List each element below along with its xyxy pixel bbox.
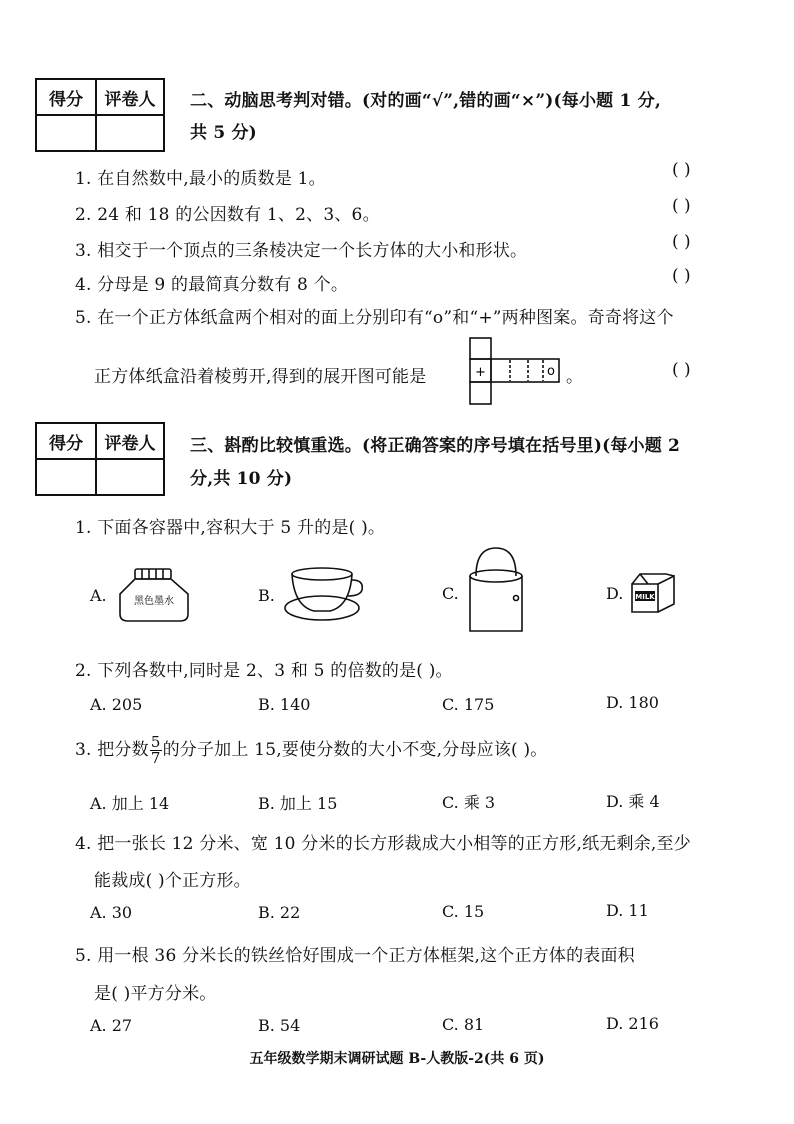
s2-answer-4[interactable]: ( ) <box>672 266 691 286</box>
s2-item-5-line2: 正方体纸盒沿着棱剪开,得到的展开图可能是 <box>94 367 427 387</box>
page-footer: 五年级数学期末调研试题 B-人教版-2(共 6 页) <box>249 1051 545 1067</box>
s3-q3-stem-before: 3. 把分数 <box>75 740 149 760</box>
ink-bottle-icon <box>114 566 196 626</box>
bucket-icon <box>464 546 528 636</box>
s2-answer-5[interactable]: ( ) <box>672 360 691 380</box>
s3-q5-line1: 5. 用一根 36 分米长的铁丝恰好围成一个正方体框架,这个正方体的表面积 <box>75 946 635 966</box>
net-circle-symbol: o <box>547 364 555 379</box>
s3-q3-stem <box>75 735 548 766</box>
s3-q5-option-d[interactable]: D. 216 <box>606 1014 659 1033</box>
grader-label: 评卷人 <box>96 79 164 115</box>
s2-item-2: 2. 24 和 18 的公因数有 1、2、3、6。 <box>75 205 380 225</box>
s3-q3-option-c[interactable]: C. 乘 3 <box>442 793 496 812</box>
s3-q1-option-b[interactable]: B. <box>258 586 275 605</box>
milk-carton-icon <box>628 570 680 616</box>
s3-q4-option-d[interactable]: D. 11 <box>606 901 649 920</box>
s3-q2-option-d[interactable]: D. 180 <box>606 693 659 712</box>
s2-item-5-line1: 5. 在一个正方体纸盒两个相对的面上分别印有“o”和“+”两种图案。奇奇将这个 <box>75 308 674 328</box>
s2-item-1: 1. 在自然数中,最小的质数是 1。 <box>75 169 326 189</box>
fraction-five-sevenths <box>150 735 162 766</box>
section3-title-cont: 分,共 10 分) <box>190 469 293 489</box>
s3-q1-option-c[interactable]: C. <box>442 584 459 603</box>
s3-q4-option-a[interactable]: A. 30 <box>90 903 133 922</box>
s3-q1-stem: 1. 下面各容器中,容积大于 5 升的是( )。 <box>75 518 386 538</box>
section2-title: 二、动脑思考判对错。(对的画“√”,错的画“×”)(每小题 1 分, <box>190 91 661 111</box>
s3-q1-option-a[interactable]: A. <box>90 586 107 605</box>
s3-q5-line2: 是( )平方分米。 <box>94 984 217 1004</box>
score-label: 得分 <box>36 423 96 459</box>
net-face-top <box>470 338 491 359</box>
fraction-denominator: 7 <box>150 749 161 767</box>
s3-q5-option-a[interactable]: A. 27 <box>90 1016 133 1035</box>
net-plus-symbol: + <box>475 365 486 380</box>
s3-q4-line2: 能裁成( )个正方形。 <box>94 871 251 891</box>
s3-q3-option-a[interactable]: A. 加上 14 <box>90 794 170 813</box>
s3-q2-stem: 2. 下列各数中,同时是 2、3 和 5 的倍数的是( )。 <box>75 661 453 681</box>
s3-q5-option-c[interactable]: C. 81 <box>442 1015 485 1034</box>
s3-q4-line1: 4. 把一张长 12 分米、宽 10 分米的长方形裁成大小相等的正方形,纸无剩余,至少 <box>75 834 691 854</box>
s2-answer-3[interactable]: ( ) <box>672 232 691 252</box>
s3-q4-option-c[interactable]: C. 15 <box>442 902 485 921</box>
teacup-icon <box>282 566 368 624</box>
score-box-section3 <box>35 422 165 496</box>
s3-q2-option-b[interactable]: B. 140 <box>258 695 311 714</box>
cube-net-figure <box>468 336 563 408</box>
score-label: 得分 <box>36 79 96 115</box>
s3-q1-option-d[interactable]: D. <box>606 584 624 603</box>
ink-label: 黑色墨水 <box>134 596 174 607</box>
score-box-section2 <box>35 78 165 152</box>
fraction-numerator: 5 <box>150 733 161 751</box>
s3-q2-option-a[interactable]: A. 205 <box>90 695 143 714</box>
grader-cell[interactable] <box>96 459 164 495</box>
score-cell[interactable] <box>36 459 96 495</box>
s2-item-3: 3. 相交于一个顶点的三条棱决定一个长方体的大小和形状。 <box>75 241 528 261</box>
section3-title: 三、斟酌比较慎重选。(将正确答案的序号填在括号里)(每小题 2 <box>190 436 681 456</box>
grader-label: 评卷人 <box>96 423 164 459</box>
s2-item-4: 4. 分母是 9 的最简真分数有 8 个。 <box>75 275 349 295</box>
s2-answer-2[interactable]: ( ) <box>672 196 691 216</box>
score-cell[interactable] <box>36 115 96 151</box>
s3-q3-option-b[interactable]: B. 加上 15 <box>258 794 338 813</box>
s3-q3-stem-after: 的分子加上 15,要使分数的大小不变,分母应该( )。 <box>162 740 548 760</box>
milk-label: MILK <box>635 593 655 601</box>
s2-item-5-end: 。 <box>566 367 584 387</box>
s3-q3-option-d[interactable]: D. 乘 4 <box>606 792 660 811</box>
s3-q5-option-b[interactable]: B. 54 <box>258 1016 301 1035</box>
grader-cell[interactable] <box>96 115 164 151</box>
section2-title-cont: 共 5 分) <box>190 123 257 143</box>
net-face-bottom <box>470 382 491 404</box>
s3-q4-option-b[interactable]: B. 22 <box>258 903 301 922</box>
s2-answer-1[interactable]: ( ) <box>672 160 691 180</box>
s3-q2-option-c[interactable]: C. 175 <box>442 695 495 714</box>
